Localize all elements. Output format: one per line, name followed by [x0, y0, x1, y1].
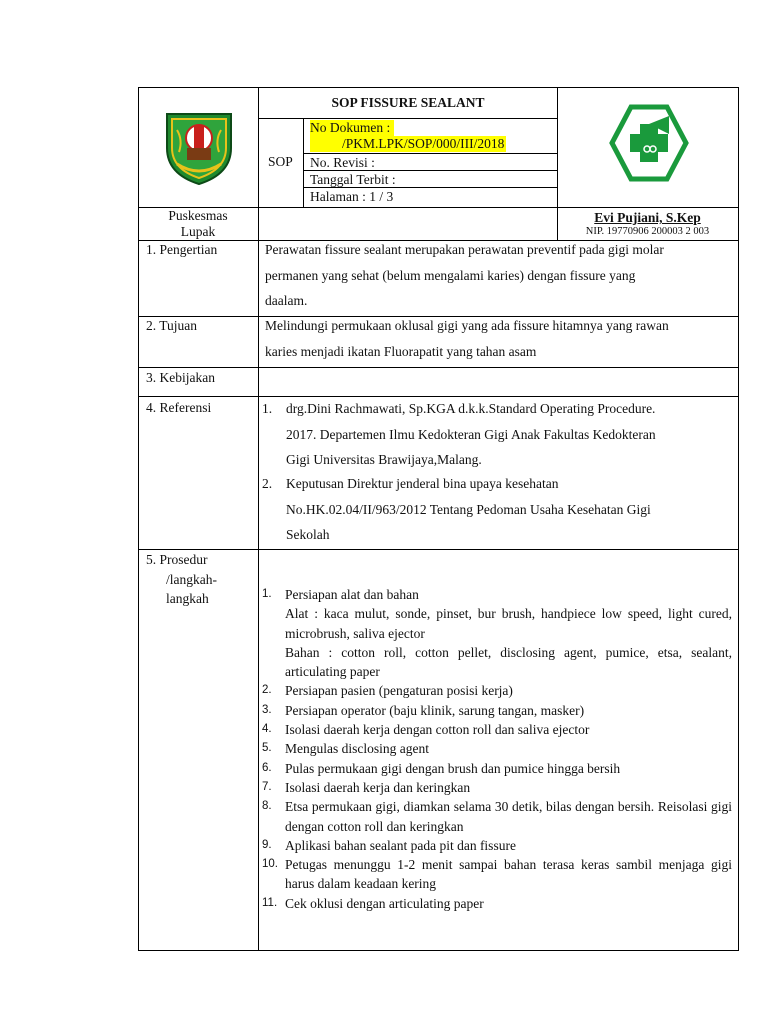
- procedure-step: [262, 701, 732, 720]
- puskesmas-logo: [609, 104, 689, 182]
- section-label-tujuan: 2. Tujuan: [146, 318, 198, 333]
- signer-name: Evi Pujiani, S.Kep: [594, 210, 701, 225]
- procedure-step: [262, 720, 732, 739]
- section-label-prosedur-3: langkah: [166, 591, 209, 606]
- pengertian-line: daalam.: [265, 293, 308, 308]
- pengertian-text: [265, 237, 735, 314]
- step-number: 11.: [262, 896, 278, 909]
- pengertian-line: permanen yang sehat (belum mengalami karies) dengan fissure yang: [265, 267, 636, 283]
- referensi-line: No.HK.02.04/II/963/2012 Tentang Pedoman Usaha Kesehatan Gigi: [286, 501, 651, 517]
- tujuan-text: [265, 313, 735, 364]
- procedure-step: [262, 836, 732, 855]
- document-title: SOP FISSURE SEALANT: [331, 95, 485, 110]
- step-number: 8.: [262, 800, 272, 813]
- pengertian-line: Perawatan fissure sealant merupakan perawatan preventif pada gigi molar: [265, 242, 664, 257]
- procedure-step: [262, 585, 732, 681]
- step-text: Mengulas disclosing agent: [285, 741, 429, 757]
- section-label-prosedur-2: /langkah-: [166, 572, 217, 587]
- doc-number-label: No Dokumen :: [310, 120, 394, 136]
- regional-emblem-logo: [163, 108, 235, 186]
- section-label-kebijakan: 3. Kebijakan: [146, 370, 215, 385]
- step-number: 9.: [262, 838, 272, 851]
- referensi-line: drg.Dini Rachmawati, Sp.KGA d.k.k.Standard Operating Procedure.: [286, 401, 656, 416]
- referensi-item: [262, 396, 732, 473]
- tujuan-line: Melindungi permukaan oklusal gigi yang ada fissure hitamnya yang rawan: [265, 318, 669, 333]
- step-number: 2.: [262, 684, 272, 697]
- step-text: Alat : kaca mulut, sonde, pinset, bur brush, handpiece low speed, light cured, microbrush, saliva ejector: [285, 606, 732, 641]
- step-number: 4.: [262, 723, 272, 736]
- referensi-line: Sekolah: [286, 527, 330, 542]
- doc-number-value: /PKM.LPK/SOP/000/III/2018: [310, 136, 506, 152]
- step-text: Cek oklusi dengan articulating paper: [285, 895, 484, 911]
- procedure-step: [262, 797, 732, 836]
- step-text: Etsa permukaan gigi, diamkan selama 30 detik, bilas dengan bersih. Reisolasi gigi dengan cotton roll dan keringkan: [285, 799, 732, 834]
- referensi-line: Keputusan Direktur jenderal bina upaya kesehatan: [286, 476, 559, 491]
- section-label-pengertian: 1. Pengertian: [146, 242, 218, 257]
- signer-nip: NIP. 19770906 200003 2 003: [585, 226, 710, 237]
- step-text: Persiapan alat dan bahan: [285, 587, 419, 602]
- procedure-step: [262, 894, 732, 913]
- organization-location: Lupak: [180, 224, 216, 239]
- step-number: 10.: [262, 858, 278, 871]
- referensi-number: 2.: [262, 476, 273, 491]
- referensi-line: Gigi Universitas Brawijaya,Malang.: [286, 452, 482, 467]
- step-number: 3.: [262, 703, 272, 716]
- section-label-referensi: 4. Referensi: [146, 400, 212, 415]
- step-text: Persiapan operator (baju klinik, sarung tangan, masker): [285, 702, 585, 718]
- step-text: Persiapan pasien (pengaturan posisi kerja): [285, 683, 513, 699]
- step-text: Isolasi daerah kerja dan keringkan: [285, 779, 471, 795]
- tujuan-line: karies menjadi ikatan Fluorapatit yang tahan asam: [265, 343, 537, 359]
- step-number: 1.: [262, 588, 272, 600]
- step-text: Isolasi daerah kerja dengan cotton roll dan saliva ejector: [285, 722, 590, 738]
- step-number: 6.: [262, 761, 272, 774]
- page-number: Halaman : 1 / 3: [310, 189, 394, 204]
- revision-number: No. Revisi :: [310, 155, 375, 170]
- procedure-step: [262, 681, 732, 700]
- referensi-item: [262, 471, 732, 548]
- procedure-steps: [262, 585, 732, 913]
- procedure-step: [262, 855, 732, 894]
- issue-date: Tanggal Terbit :: [310, 172, 396, 187]
- step-number: 7.: [262, 780, 272, 793]
- step-text: Pulas permukaan gigi dengan brush dan pumice hingga bersih: [285, 760, 621, 776]
- sop-label: SOP: [268, 154, 293, 169]
- procedure-step: [262, 778, 732, 797]
- referensi-line: 2017. Departemen Ilmu Kedokteran Gigi Anak Fakultas Kedokteran: [286, 426, 656, 442]
- step-number: 5.: [262, 742, 272, 755]
- procedure-step: [262, 739, 732, 758]
- procedure-step: [262, 759, 732, 778]
- section-label-prosedur: 5. Prosedur: [146, 552, 208, 567]
- referensi-number: 1.: [262, 401, 273, 416]
- organization-name: Puskesmas: [168, 208, 228, 223]
- step-text: Bahan : cotton roll, cotton pellet, disclosing agent, pumice, etsa, sealant, articulating paper: [285, 644, 732, 680]
- step-text: Petugas menunggu 1-2 menit sampai bahan terasa keras sambil menjaga gigi harus dalam keadaan kering: [285, 857, 732, 892]
- step-text: Aplikasi bahan sealant pada pit dan fissure: [285, 837, 516, 853]
